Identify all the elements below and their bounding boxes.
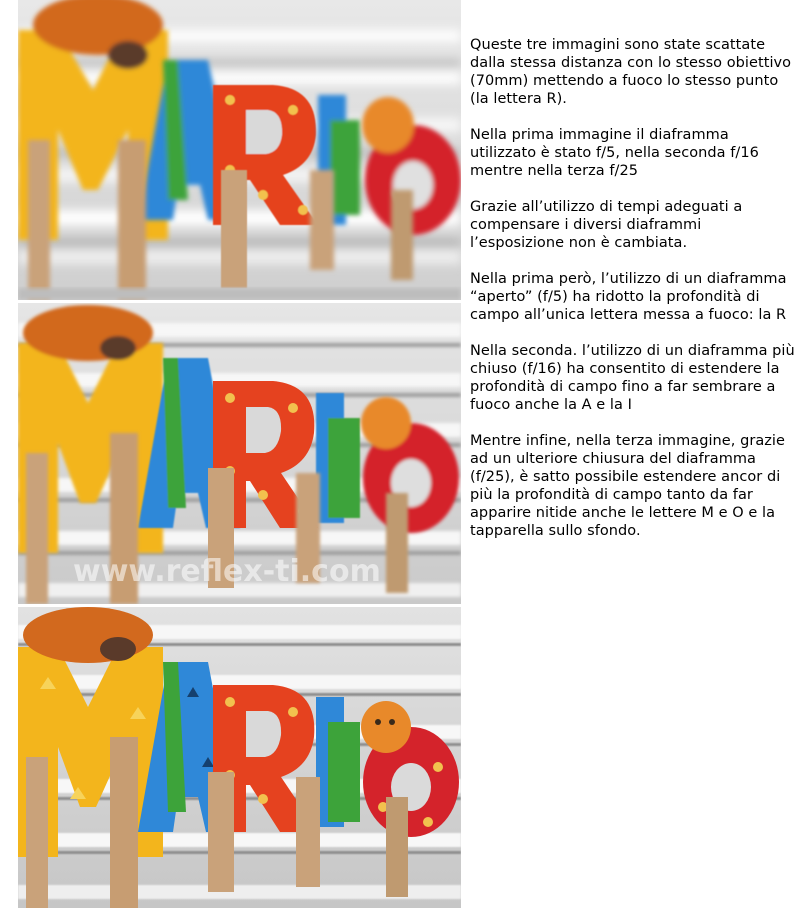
- mario-letters-photo-1: [18, 0, 461, 300]
- mario-letters-photo-2: [18, 303, 461, 604]
- explanation-text: [470, 36, 795, 558]
- paragraph-intro: Queste tre immagini sono state scattate dalla stessa distanza con lo stesso obiettivo (70mm) mettendo a fuoco lo stesso punto (la lettera R).: [470, 37, 792, 107]
- photo-f16: [18, 303, 461, 604]
- paragraph-third-image: Mentre infine, nella terza immagine, grazie ad un ulteriore chiusura del diaframma (f/25), è satto possibile estendere ancor di più la profondità di campo tanto da far apparire nitide anche le lettere M e O e la tapparella sullo sfondo.: [470, 433, 785, 539]
- paragraph-first-image: Nella prima però, l’utilizzo di un diaframma “aperto” (f/5) ha ridotto la profondità di campo all’unica lettera messa a fuoco: la R: [470, 271, 787, 323]
- paragraph-exposure: Grazie all’utilizzo di tempi adeguati a compensare i diversi diaframmi l’esposizione non è cambiata.: [470, 199, 743, 251]
- photo-f5: [18, 0, 461, 300]
- mario-letters-photo-3: [18, 607, 461, 908]
- watermark-text: www.reflex-ti.com: [73, 554, 381, 589]
- photo-f25: [18, 607, 461, 908]
- paragraph-apertures: Nella prima immagine il diaframma utilizzato è stato f/5, nella seconda f/16 mentre nella terza f/25: [470, 127, 759, 179]
- paragraph-second-image: Nella seconda. l’utilizzo di un diaframma più chiuso (f/16) ha consentito di estendere la profondità di campo fino a far sembrare a fuoco anche la A e la I: [470, 343, 795, 413]
- photo-column: [18, 0, 461, 911]
